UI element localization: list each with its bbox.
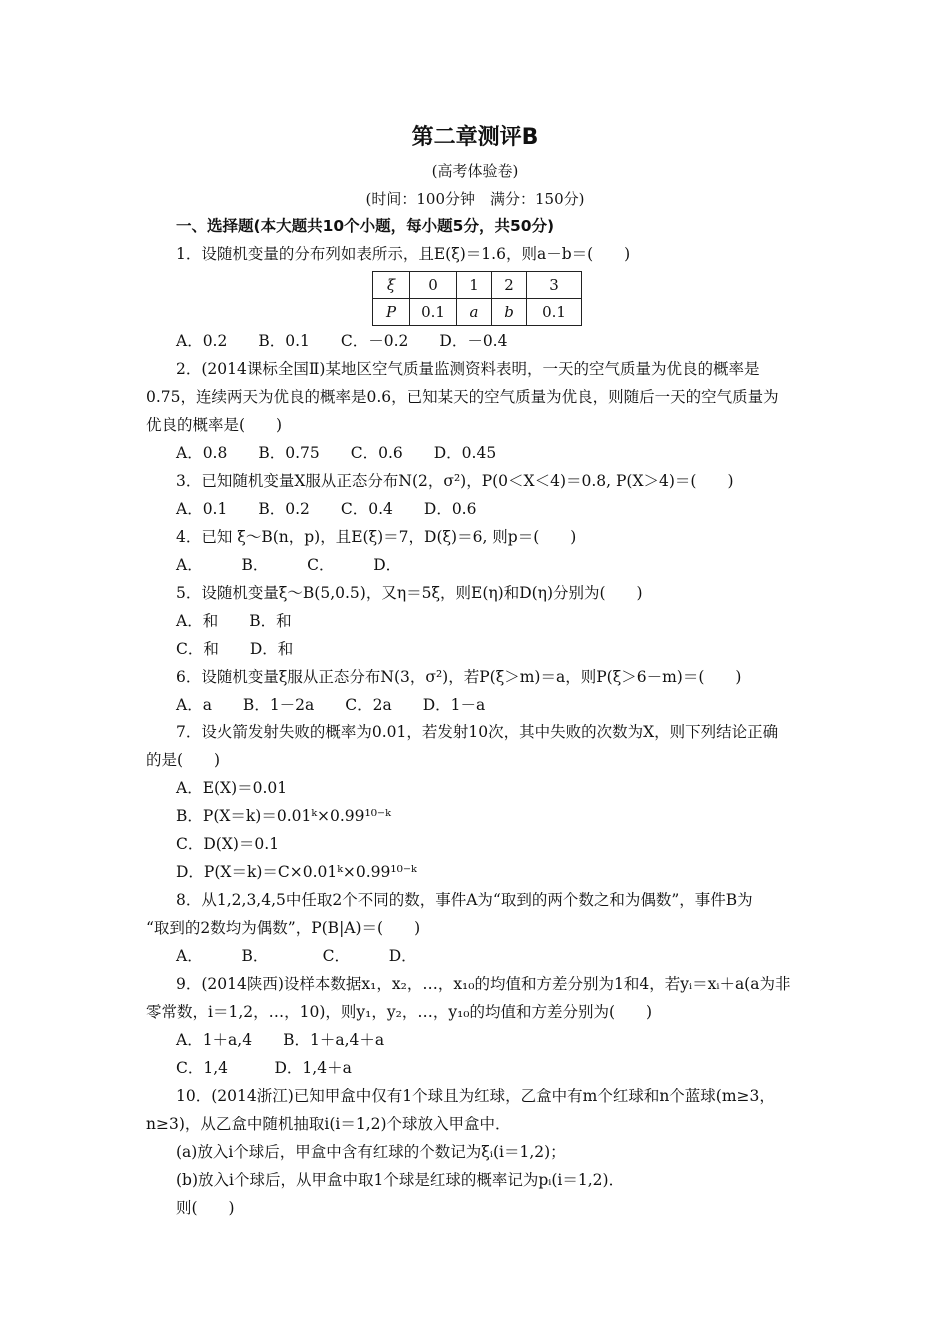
q6-stem: 6．设随机变量ξ服从正态分布N(3，σ²)，若P(ξ＞m)＝a，则P(ξ＞6－m)＝( ) xyxy=(176,668,742,686)
page-title: 第二章测评B xyxy=(411,125,539,150)
q4-options: A． B． C． D． xyxy=(176,556,402,574)
table-cell: b xyxy=(492,299,527,326)
table-cell: 3 xyxy=(527,272,582,299)
time-info: (时间：100分钟 满分：150分) xyxy=(365,190,585,208)
q7-option-a: A．E(X)＝0.01 xyxy=(176,779,288,797)
q6-options: A．a B．1－2a C．2a D．1－a xyxy=(176,696,486,714)
q10-line2: n≥3)，从乙盒中随机抽取i(i＝1,2)个球放入甲盒中． xyxy=(146,1115,511,1133)
table-cell: 0 xyxy=(410,272,457,299)
table-cell: a xyxy=(457,299,492,326)
q8-line2: “取到的2数均为偶数”，P(B|A)＝( ) xyxy=(146,919,421,937)
q10-line3: (a)放入i个球后，甲盒中含有红球的个数记为ξᵢ(i＝1,2)； xyxy=(176,1143,566,1161)
q9-options2: C．1,4 D．1,4＋a xyxy=(176,1059,352,1077)
q9-options1: A．1＋a,4 B．1＋a,4＋a xyxy=(176,1031,385,1049)
q2-line3: 优良的概率是( ) xyxy=(146,416,283,434)
table-row xyxy=(373,272,582,299)
q3-options: A．0.1 B．0.2 C．0.4 D．0.6 xyxy=(176,500,477,518)
q5-stem: 5．设随机变量ξ～B(5,0.5)，又η＝5ξ，则E(η)和D(η)分别为( ) xyxy=(176,584,643,602)
table-cell: 1 xyxy=(457,272,492,299)
q7-option-c: C．D(X)＝0.1 xyxy=(176,835,280,853)
q1-options: A．0.2 B．0.1 C．－0.2 D．－0.4 xyxy=(176,332,508,350)
section-heading: 一、选择题(本大题共10个小题，每小题5分，共50分) xyxy=(176,217,555,235)
table-row xyxy=(373,299,582,326)
q10-line5: 则( ) xyxy=(176,1199,235,1217)
q5-options2: C．和 D．和 xyxy=(176,640,294,658)
q4-stem: 4．已知 ξ～B(n，p)，且E(ξ)＝7，D(ξ)＝6, 则p＝( ) xyxy=(176,528,577,546)
table-cell: 0.1 xyxy=(527,299,582,326)
distribution-table xyxy=(372,271,582,326)
q5-options1: A．和 B．和 xyxy=(176,612,292,630)
q2-line2: 0.75，连续两天为优良的概率是0.6，已知某天的空气质量为优良，则随后一天的空气质量为 xyxy=(146,388,779,406)
q2-options: A．0.8 B．0.75 C．0.6 D．0.45 xyxy=(176,444,497,462)
q3-stem: 3．已知随机变量X服从正态分布N(2，σ²)，P(0＜X＜4)＝0.8, P(X＞4)＝( ) xyxy=(176,472,734,490)
table-cell: 0.1 xyxy=(410,299,457,326)
q10-line1: 10．(2014浙江)已知甲盒中仅有1个球且为红球，乙盒中有m个红球和n个蓝球(m≥3， xyxy=(176,1087,775,1105)
q8-options: A． B． C． D． xyxy=(176,947,417,965)
q10-line4: (b)放入i个球后，从甲盒中取1个球是红球的概率记为pᵢ(i＝1,2)． xyxy=(176,1171,625,1189)
table-cell: 2 xyxy=(492,272,527,299)
table-cell: P xyxy=(373,299,410,326)
q9-line2: 零常数，i＝1,2，…，10)，则y₁，y₂，…，y₁₀的均值和方差分别为( ) xyxy=(146,1003,653,1021)
q8-line1: 8．从1,2,3,4,5中任取2个不同的数，事件A为“取到的两个数之和为偶数”，事件B为 xyxy=(176,891,753,909)
q1-stem: 1．设随机变量的分布列如表所示，且E(ξ)＝1.6，则a－b＝( ) xyxy=(176,245,631,263)
table-cell: ξ xyxy=(373,272,410,299)
subtitle: (高考体验卷) xyxy=(431,162,519,180)
q7-line2: 的是( ) xyxy=(146,751,221,769)
q9-line1: 9．(2014陕西)设样本数据x₁，x₂，…，x₁₀的均值和方差分别为1和4，若yᵢ＝xᵢ＋a(a为非 xyxy=(176,975,791,993)
q7-option-d: D．P(X＝k)＝C×0.01ᵏ×0.99¹⁰⁻ᵏ xyxy=(176,863,417,881)
q2-line1: 2．(2014课标全国Ⅱ)某地区空气质量监测资料表明，一天的空气质量为优良的概率是 xyxy=(176,360,760,378)
q7-line1: 7．设火箭发射失败的概率为0.01，若发射10次，其中失败的次数为X，则下列结论正确 xyxy=(176,723,779,741)
q7-option-b: B．P(X＝k)＝0.01ᵏ×0.99¹⁰⁻ᵏ xyxy=(176,807,391,825)
